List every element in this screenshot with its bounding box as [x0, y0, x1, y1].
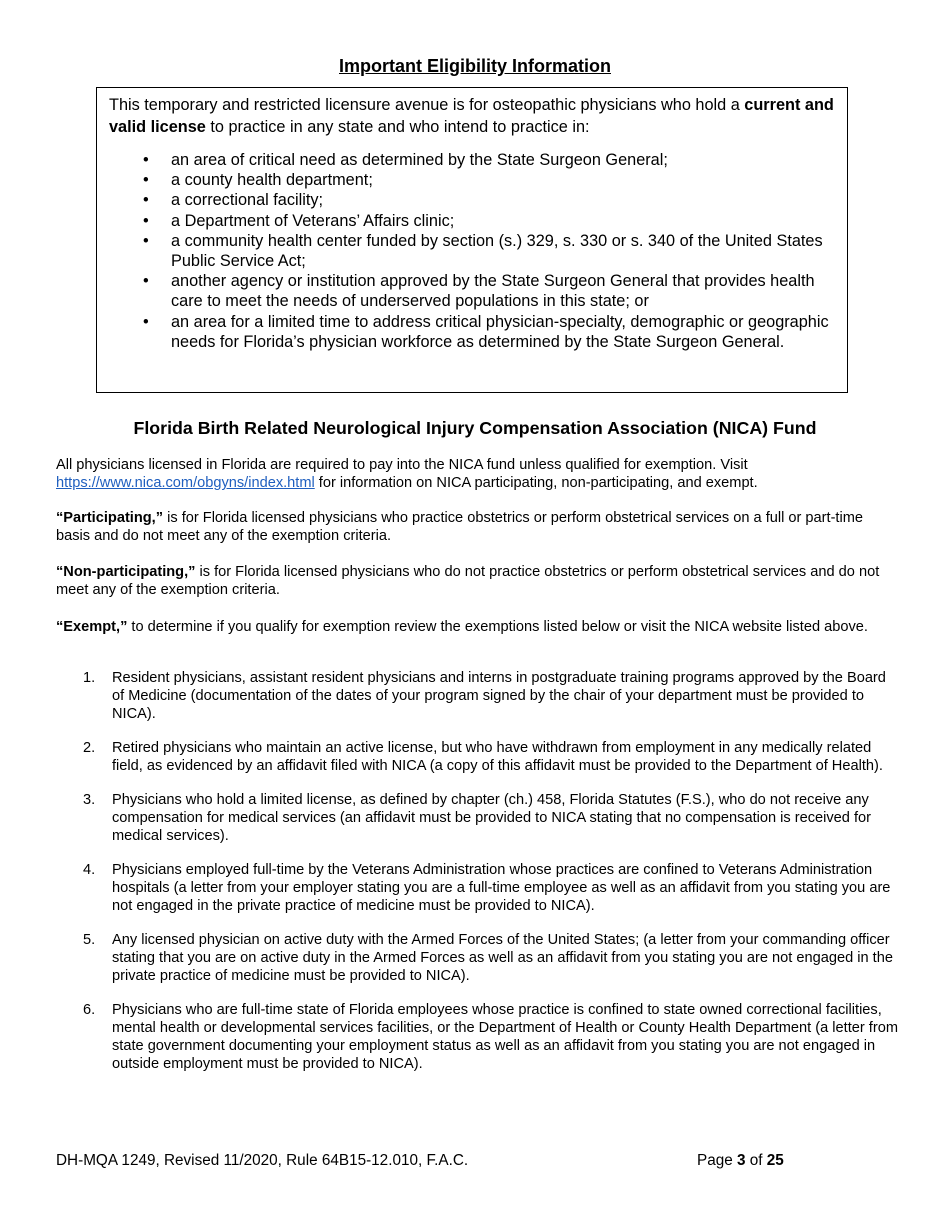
eligibility-item: • a correctional facility; [109, 190, 839, 210]
eligibility-item: • an area of critical need as determined by the State Surgeon General; [109, 150, 839, 170]
participating-text: is for Florida licensed physicians who practice obstetrics or perform obstetrical services on a full or part-time basis and do not meet any of the exemption criteria. [56, 510, 864, 544]
exemption-number: 3. [83, 792, 96, 808]
eligibility-item: • a community health center funded by section (s.) 329, s. 330 or s. 340 of the United States Public Service Act; [109, 231, 839, 271]
nica-title: Florida Birth Related Neurological Injury Compensation Association (NICA) Fund [133, 418, 817, 438]
participating-label: “Participating,” [56, 510, 164, 526]
eligibility-intro-bold: current and valid license [109, 96, 834, 136]
exemption-item [56, 1001, 901, 1073]
nonparticipating-text: is for Florida licensed physicians who do not practice obstetrics or perform obstetrical services and do not meet any of the exemption criteria. [56, 564, 880, 598]
eligibility-item: • a Department of Veterans’ Affairs clinic; [109, 211, 839, 231]
nica-intro-text: All physicians licensed in Florida are required to pay into the NICA fund unless qualified for exemption. Visit [56, 457, 748, 473]
exemption-item [56, 739, 901, 775]
exempt-text: to determine if you qualify for exemption review the exemptions listed below or visit the NICA website listed above. [127, 619, 868, 635]
eligibility-list [109, 150, 839, 352]
exemption-item [56, 931, 901, 985]
exemption-text-line1: Physicians who hold a limited license, as defined by chapter (ch.) 458, Florida Statutes (F.S.), who do not receive any [112, 792, 869, 808]
eligibility-intro-start: This temporary and restricted licensure avenue is for osteopathic physicians who hold a [109, 96, 745, 114]
footer-page-number [697, 1152, 784, 1170]
eligibility-item: • another agency or institution approved by the State Surgeon General that provides health care to meet the needs of underserved populations in this state; or [109, 271, 839, 311]
exemption-number: 2. [83, 740, 96, 756]
eligibility-intro [109, 94, 839, 138]
nonparticipating-paragraph [56, 563, 901, 599]
eligibility-item: • a county health department; [109, 170, 839, 190]
page-total: 25 [766, 1152, 784, 1169]
exemption-text-line2: compensation for medical services (an affidavit must be provided to NICA stating that no compensation is received for medical services). [112, 810, 871, 844]
exemption-text: Resident physicians, assistant resident physicians and interns in postgraduate training programs approved by the Board of Medicine (documentation of the dates of your program signed by the chair of your department must be provided to NICA). [112, 670, 886, 722]
page-of: of [745, 1152, 767, 1169]
exemption-number: 5. [83, 932, 96, 948]
exemption-number: 1. [83, 670, 96, 686]
page-prefix: Page [697, 1152, 737, 1169]
exemption-number: 6. [83, 1002, 96, 1018]
exempt-paragraph [56, 618, 901, 636]
eligibility-intro-end: to practice in any state and who intend to practice in: [205, 118, 590, 136]
participating-paragraph [56, 509, 901, 545]
nonparticipating-label: “Non-participating,” [56, 564, 196, 580]
eligibility-item: • an area for a limited time to address critical physician-specialty, demographic or geographic needs for Florida’s physician workforce as determined by the State Surgeon General. [109, 312, 839, 352]
exemption-text: Retired physicians who maintain an active license, but who have withdrawn from employment in any medically related field, as evidenced by an affidavit filed with NICA (a copy of this affidavit must be provided to the Department of Health). [112, 740, 883, 774]
exemption-item [56, 791, 901, 845]
exemption-text: Any licensed physician on active duty with the Armed Forces of the United States; (a letter from your commanding officer stating that you are on active duty in the Armed Forces as well as an affidavit from you stating you are not engaged in the private practice of medicine must be provided to NICA). [112, 932, 893, 984]
exemption-list [56, 669, 901, 1089]
nica-link[interactable]: https://www.nica.com/obgyns/index.html [56, 475, 315, 491]
footer-form-id: DH-MQA 1249, Revised 11/2020, Rule 64B15-12.010, F.A.C. [56, 1152, 469, 1169]
exemption-text: Physicians employed full-time by the Veterans Administration whose practices are confined to Veterans Administration hospitals (a letter from your employer stating you are a full-time employee as well as an affidavit from you stating you are not engaged in the private practice of medicine must be provided to NICA). [112, 862, 891, 914]
page-current: 3 [736, 1152, 746, 1169]
exemption-item [56, 861, 901, 915]
nica-intro-after: for information on NICA participating, non-participating, and exempt. [314, 475, 758, 491]
exemption-number: 4. [83, 862, 96, 878]
eligibility-title: Important Eligibility Information [339, 56, 611, 76]
nica-intro [56, 456, 901, 492]
exemption-item [56, 669, 901, 723]
exemption-text: Physicians who are full-time state of Florida employees whose practice is confined to state owned correctional facilities, mental health or developmental services facilities, or the Department of Health or County Health Department (a letter from state government documenting your employment status as well as an affidavit from you stating you are not engaged in outside employment must be provided to NICA). [112, 1002, 898, 1072]
exempt-label: “Exempt,” [56, 619, 128, 635]
